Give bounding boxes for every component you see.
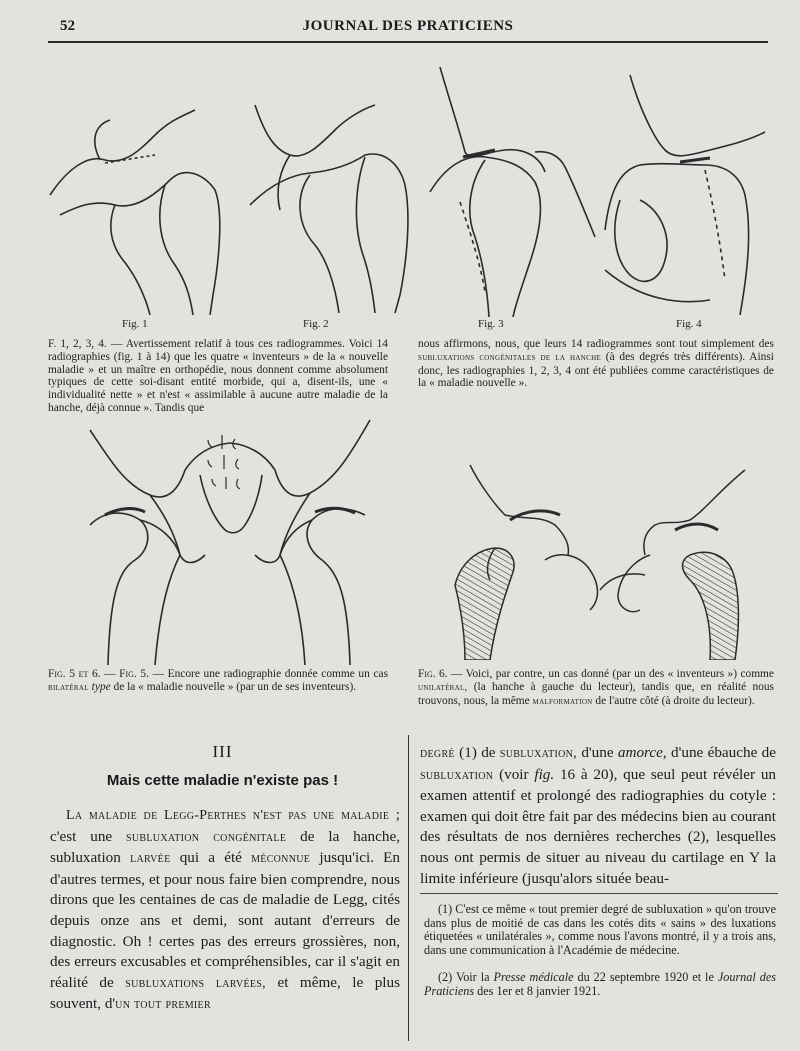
body-right-column <box>420 743 776 889</box>
header-rule <box>48 41 768 43</box>
footnote-2-italic-2: Journal des Praticiens <box>424 970 776 998</box>
footnote-2-italic-1: Presse médicale <box>493 970 574 984</box>
figure-6-drawing <box>450 460 750 660</box>
caption-figures-1-4 <box>48 338 388 415</box>
footnote-2-text-3: des 1er et 8 janvier 1921. <box>477 983 601 998</box>
caption-continued-text-2: (à des degrés très différents). Ainsi donc, les radiographies 1, 2, 3, 4 ont été publiées comme caractéristiques de la « maladie nouvelle ». <box>418 350 774 390</box>
body-left-smallcaps-1: La maladie de Legg-Perthes n'est pas une maladie <box>66 808 390 823</box>
footnote-2-text-1: (2) Voir la <box>438 970 490 984</box>
caption-lead-letter: F <box>48 338 54 350</box>
footnote-1: (1) C'est ce même « tout premier degré de subluxation » qu'on trouve dans plus de moitié de cas dans les cotés dits « sains » des luxations étiquetées « unilatérales », comme nous l'avons montré, il y a trois ans, dans une communication à l'Académie de médecine. <box>424 902 776 957</box>
caption-fig56-text-1: Encore une radiographie donnée comme un cas <box>167 668 388 680</box>
figure-4 <box>600 70 770 315</box>
figure-3 <box>425 62 605 317</box>
figure-1-drawing <box>45 95 225 315</box>
caption-fig6-text-1: Voici, par contre, un cas donné (par un des « inventeurs ») comme <box>465 668 774 680</box>
footnote-rule <box>420 893 778 894</box>
caption-fig56-smallcaps: bilatéral <box>48 681 89 693</box>
caption-fig6-smallcaps-2: malformation <box>532 695 593 707</box>
page-number: 52 <box>60 18 75 34</box>
section-title: Mais cette maladie n'existe pas ! <box>106 772 339 789</box>
body-left-smallcaps-2: subluxation congénitale <box>126 829 287 845</box>
body-right-text-1: (1) de <box>459 744 496 761</box>
caption-continued-text-1: nous affirmons, nous, que leurs 14 radiogrammes sont tout simplement des <box>418 338 774 350</box>
figure-2-drawing <box>235 95 415 315</box>
caption-fig6-text-2: (la hanche à gauche du lecteur), tandis que, en réalité nous trouvons, nous, la même <box>418 680 774 707</box>
body-left-smallcaps-3: larvée <box>130 851 171 867</box>
column-divider <box>408 735 409 1041</box>
figure-4-drawing <box>600 70 770 315</box>
figure-5 <box>80 415 380 665</box>
body-right-text-4: (voir <box>499 765 529 783</box>
figure-4-label: Fig. 4 <box>676 318 702 330</box>
caption-fig56-italic: type <box>91 680 111 693</box>
caption-continued <box>418 338 774 390</box>
body-left-smallcaps-4: méconnue <box>251 851 311 867</box>
figure-6 <box>450 460 750 660</box>
caption-fig56-text-2: de la « maladie nouvelle » (par un de ses inventeurs). <box>113 680 357 693</box>
caption-figures-5-6 <box>48 668 388 695</box>
page-header <box>48 18 768 40</box>
caption-figure-6 <box>418 668 774 708</box>
figure-2-label: Fig. 2 <box>303 318 329 330</box>
caption-fig6-text-3: de l'autre côté (à droite du lecteur). <box>595 694 755 707</box>
footnote-2-text-2: du 22 septembre 1920 et le <box>577 970 714 984</box>
body-right-smallcaps-1: degré <box>420 746 455 761</box>
caption-lead-numbers: . 1, 2, 3, 4. — <box>53 338 123 350</box>
body-left-smallcaps-6: un tout premier <box>115 997 211 1013</box>
journal-title: JOURNAL DES PRATICIENS <box>302 18 514 34</box>
body-right-smallcaps-3: subluxation <box>420 767 494 783</box>
caption-fig56-lead: Fig. 5 et 6. — Fig. 5. — <box>48 668 164 680</box>
footnote-2 <box>424 971 776 998</box>
figure-3-label: Fig. 3 <box>478 318 504 330</box>
body-right-text-3: d'une ébauche de <box>671 744 777 761</box>
caption-text: Avertissement relatif à tous ces radiogrammes. Voici 14 radiographies (fig. 1 à 14) que les quatre « inventeurs » de la « nouvelle maladie » et un maître en orthopédie, nous donnent comme absolument typiques de cette soi-disant entité morbide, qui a, disent-ils, une « individualité nette » et n'est « assimilable à aucune autre maladie de la hanche, déjà connue ». Tandis que <box>48 338 388 414</box>
caption-fig6-lead: Fig. 6. — <box>418 668 463 680</box>
caption-fig6-smallcaps-1: unilatéral, <box>418 681 468 693</box>
caption-continued-smallcaps: subluxations congénitales de la hanche <box>418 351 602 363</box>
body-right-text-5: 16 à 20), que seul peut révéler un examen attentif et prolongé des radiographies du cotyle : examen qui doit être fait par des médecins bien au courant des résultats de nos dernières recherches (2), lesquelles nous ont permis de situer au niveau du cartilage en Y la limite inférieure (jusqu'alors située beau- <box>420 765 777 887</box>
body-left-text-2: de la hanche, subluxation <box>50 827 400 867</box>
body-right-italic-1: amorce, <box>617 744 667 761</box>
figure-3-drawing <box>425 62 605 317</box>
body-right-italic-2: fig. <box>534 765 555 783</box>
body-left-column <box>50 805 400 1016</box>
section-number: III <box>212 742 233 761</box>
figure-1-label: Fig. 1 <box>122 318 148 330</box>
body-left-text-1: ; c'est une <box>50 806 401 845</box>
body-left-text-5: et même, le plus souvent, d' <box>50 973 401 1013</box>
body-right-text-2: d'une <box>581 744 614 761</box>
figure-1 <box>45 95 225 315</box>
body-left-text-3: qui a été <box>179 849 242 867</box>
body-right-smallcaps-2: subluxation, <box>499 746 577 761</box>
body-left-text-4: jusqu'ici. En d'autres termes, et pour nous faire bien comprendre, nous dirons que les centaines de cas de maladie de Legg, cités depuis onze ans et demi, sont autant d'erreurs de diagnostic. Oh ! certes pas des erreurs grossières, non, des erreurs excusables et compréhensibles, car il s'agit en réalité de <box>50 849 401 991</box>
figure-2 <box>235 95 415 315</box>
body-left-smallcaps-5: subluxations larvées, <box>125 975 266 991</box>
figure-5-drawing <box>80 415 380 665</box>
